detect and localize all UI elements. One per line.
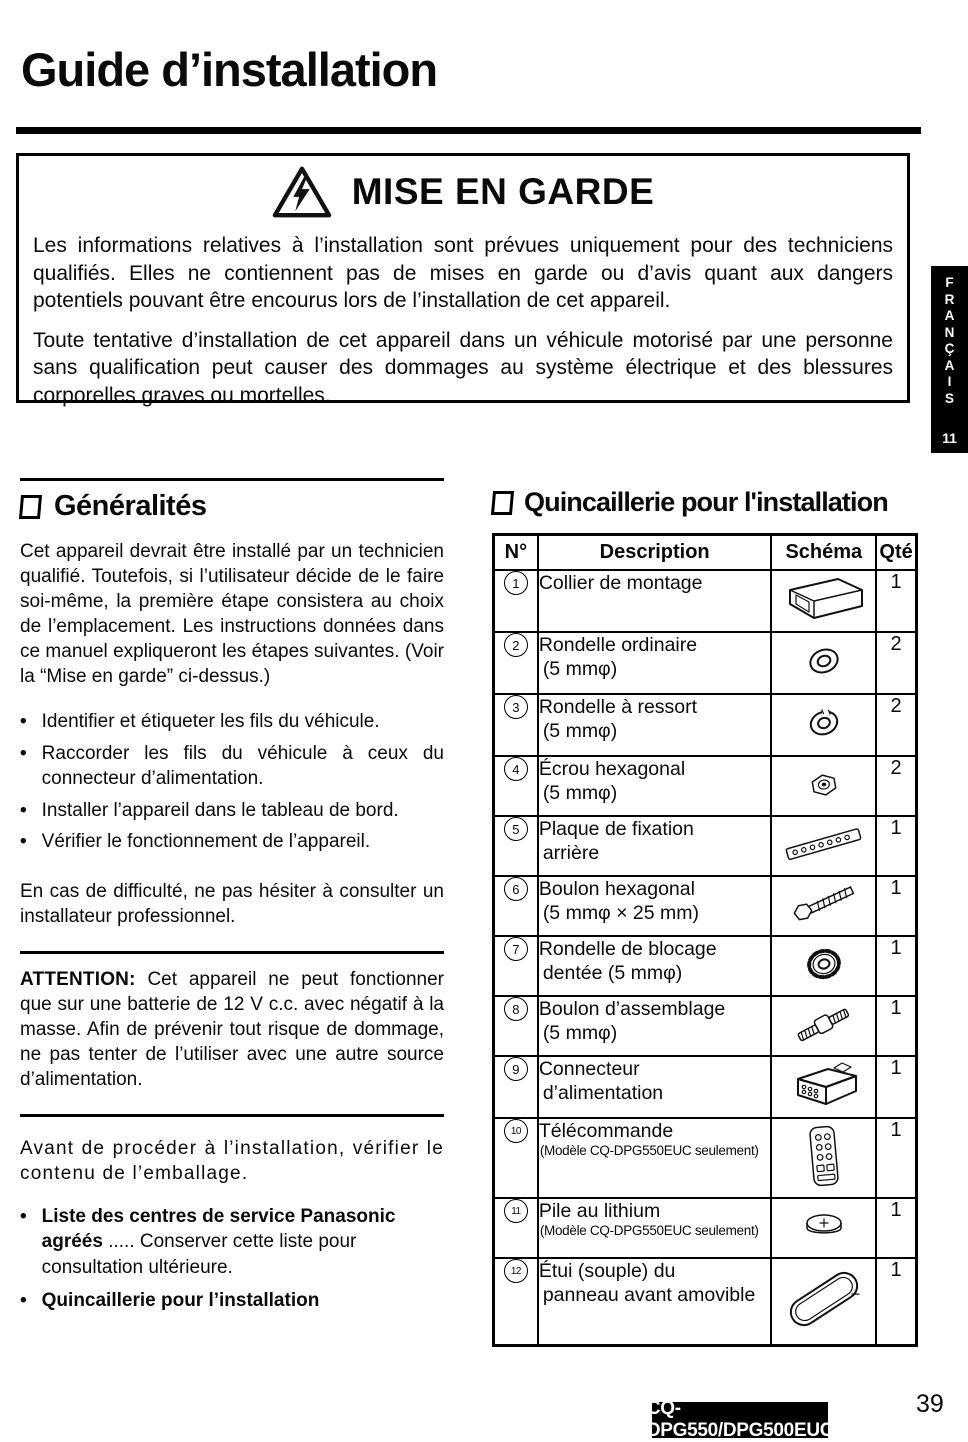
section-divider	[20, 478, 444, 481]
general-intro: Cet appareil devrait être installé par un technicien qualifié. Toutefois, si l’utilisateur décide de le faire soi-même, la première étape consistera au choix de l’emplacement. Les instructions données dans ce manuel expliqueront les étapes suivantes. (Voir la “Mise en garde” ci-dessus.)	[20, 541, 444, 687]
tab-letter: N	[944, 324, 955, 340]
item-qty: 1	[876, 816, 916, 876]
item-description: Plaque de fixation	[538, 818, 694, 840]
hex-nut-icon	[776, 758, 872, 810]
item-description-line2: arrière	[542, 842, 600, 864]
tab-letter: R	[944, 291, 955, 307]
item-description: Boulon d’assemblage	[538, 998, 726, 1020]
table-row	[494, 1198, 917, 1258]
list-item-text	[42, 1204, 444, 1281]
general-heading-label: Généralités	[54, 490, 207, 522]
hardware-section	[492, 478, 922, 1347]
power-connector-icon	[776, 1059, 872, 1111]
page-number: 39	[916, 1390, 944, 1418]
list-item-rest: ..... Conserver cette liste pour consultation ultérieure.	[41, 1231, 357, 1278]
attention-text: Cet appareil ne peut fonctionner que sur une batterie de 12 V c.c. avec négatif à la masse. Afin de prévenir tout risque de dommage, ne pas tenter de l’utiliser avec une autre source d’alimentation.	[20, 968, 444, 1090]
package-check-intro: Avant de procéder à l’installation, vérifier le contenu de l’emballage.	[20, 1137, 444, 1184]
item-description: Collier de montage	[538, 572, 703, 594]
list-item	[20, 1204, 444, 1281]
item-qty: 2	[876, 756, 916, 816]
table-row	[494, 1258, 917, 1346]
mounting-collar-icon	[776, 573, 872, 625]
item-description-line2: panneau avant amovible	[542, 1284, 756, 1306]
bullet-icon: •	[20, 799, 27, 821]
tab-letter: F	[945, 275, 954, 290]
item-description-line2: d’alimentation	[542, 1082, 664, 1104]
tab-section-number: 11	[942, 430, 957, 446]
item-description-line2: (5 mmφ)	[542, 720, 618, 742]
bullet-icon: •	[20, 711, 27, 732]
assembly-bolt-icon	[776, 998, 872, 1050]
page-title: Guide d’installation	[21, 43, 438, 96]
item-qty: 1	[876, 876, 916, 936]
list-item	[20, 798, 444, 824]
front-panel-case-icon	[774, 1259, 874, 1339]
list-item-text: Identifier et étiqueter les fils du véhicule.	[41, 711, 380, 732]
table-row	[494, 632, 917, 694]
table-header-row	[494, 535, 917, 571]
item-qty: 1	[876, 936, 916, 996]
item-number: 10	[504, 1119, 528, 1143]
model-number-badge: CQ-DPG550/DPG500EUC	[646, 1398, 834, 1441]
list-item-text	[42, 1288, 320, 1314]
item-description-line2: dentée (5 mmφ)	[542, 962, 683, 984]
bullet-icon: •	[20, 1205, 27, 1227]
item-qty: 1	[876, 570, 916, 632]
item-qty: 1	[876, 996, 916, 1056]
hardware-heading-label: Quincaillerie pour l'installation	[524, 487, 888, 517]
item-qty: 1	[876, 1056, 916, 1118]
item-number: 7	[504, 937, 528, 961]
list-item-text: Raccorder les fils du véhicule à ceux du connecteur d’alimentation.	[41, 742, 444, 789]
item-qty: 1	[876, 1198, 916, 1258]
list-item-bold: Quincaillerie pour l’installation	[41, 1290, 320, 1311]
general-section	[20, 478, 444, 1314]
item-number: 3	[504, 695, 528, 719]
bullet-icon: •	[20, 742, 27, 764]
column-header-description: Description	[538, 535, 772, 571]
list-item	[20, 1288, 444, 1314]
warning-title: MISE EN GARDE	[351, 171, 655, 212]
table-row	[494, 1056, 917, 1118]
item-description: Connecteur	[538, 1058, 640, 1080]
item-number: 4	[504, 757, 528, 781]
item-qty: 2	[876, 694, 916, 756]
attention-paragraph	[20, 967, 444, 1092]
table-row	[494, 570, 917, 632]
warning-paragraph-2: Toute tentative d’installation de cet appareil dans un véhicule motorisé par une personne sans qualification peut causer des dommages au système électrique et des blessures corporelles graves ou mortelles.	[33, 328, 893, 407]
toothed-lock-washer-icon	[776, 938, 872, 990]
table-row	[494, 1118, 917, 1198]
flat-washer-icon	[776, 635, 872, 687]
lithium-battery-icon	[776, 1200, 872, 1252]
item-number: 1	[504, 571, 528, 595]
item-qty: 1	[876, 1258, 916, 1346]
list-item-text: Installer l’appareil dans le tableau de bord.	[41, 799, 399, 821]
item-number: 5	[504, 817, 528, 841]
item-description: Étui (souple) du	[538, 1260, 676, 1282]
hardware-table	[492, 533, 918, 1347]
item-description-line2: (Modèle CQ-DPG550EUC seulement)	[539, 1223, 759, 1238]
hardware-heading	[492, 487, 922, 518]
tab-letter: Ç	[944, 341, 955, 356]
item-number: 2	[504, 633, 528, 657]
item-description: Pile au lithium	[538, 1200, 661, 1222]
item-number: 8	[504, 997, 528, 1021]
item-description: Télécommande	[538, 1120, 674, 1142]
item-description-line2: (5 mmφ)	[542, 782, 618, 804]
tab-letter: A	[944, 357, 955, 373]
title-divider	[16, 127, 921, 134]
column-header-num: N°	[494, 535, 538, 571]
item-number: 9	[504, 1057, 528, 1081]
bullet-icon: •	[20, 831, 27, 852]
item-description: Écrou hexagonal	[538, 758, 686, 780]
warning-box	[16, 153, 910, 407]
column-header-schema: Schéma	[771, 535, 876, 571]
table-row	[494, 876, 917, 936]
tab-letter: A	[944, 308, 955, 323]
item-description: Rondelle de blocage	[538, 938, 717, 960]
difficulty-note: En cas de difficulté, ne pas hésiter à consulter un installateur professionnel.	[20, 880, 444, 927]
column-header-qty: Qté	[876, 535, 916, 571]
spring-washer-icon	[776, 697, 872, 749]
attention-label: ATTENTION:	[20, 968, 136, 990]
item-number: 12	[504, 1259, 528, 1283]
install-steps-list	[20, 709, 444, 855]
table-row	[494, 816, 917, 876]
item-description: Boulon hexagonal	[538, 878, 695, 900]
item-number: 6	[504, 877, 528, 901]
table-row	[494, 694, 917, 756]
list-item-bold: Liste des centres de service Panasonic agréés	[41, 1205, 396, 1252]
general-heading	[20, 490, 444, 523]
list-item	[20, 741, 444, 792]
attention-divider-top	[20, 951, 444, 954]
remote-control-icon	[776, 1121, 872, 1191]
hex-bolt-icon	[776, 878, 872, 930]
list-item-text: Vérifier le fonctionnement de l’appareil.	[41, 831, 371, 852]
table-row	[494, 756, 917, 816]
table-row	[494, 936, 917, 996]
open-square-icon	[491, 491, 514, 515]
attention-divider-bottom	[20, 1114, 444, 1117]
item-qty: 2	[876, 632, 916, 694]
list-item	[20, 709, 444, 735]
language-tab-francais	[931, 266, 968, 453]
list-item	[20, 829, 444, 855]
item-description: Rondelle ordinaire	[538, 634, 698, 656]
tab-letter: I	[947, 374, 952, 389]
warning-header	[33, 164, 893, 220]
item-qty: 1	[876, 1118, 916, 1198]
bullet-icon: •	[20, 1290, 27, 1311]
tab-letter: S	[944, 390, 954, 406]
warning-paragraph-1: Les informations relatives à l’installation sont prévues uniquement pour des techniciens qualifiés. Elles ne contiennent pas de mises en garde ou d’avis quant aux dangers potentiels pouvant être encourus lors de l’installation de cet appareil.	[33, 234, 893, 312]
item-description-line2: (5 mmφ × 25 mm)	[542, 902, 700, 924]
table-row	[494, 996, 917, 1056]
rear-fixing-plate-icon	[776, 818, 872, 870]
item-number: 11	[504, 1199, 528, 1223]
item-description: Rondelle à ressort	[538, 696, 698, 718]
package-contents-list	[20, 1204, 444, 1314]
item-description-line2: (Modèle CQ-DPG550EUC seulement)	[539, 1143, 759, 1158]
open-square-icon	[19, 495, 42, 519]
item-description-line2: (5 mmφ)	[542, 658, 618, 680]
high-voltage-warning-icon	[272, 164, 332, 220]
item-description-line2: (5 mmφ)	[542, 1022, 618, 1044]
